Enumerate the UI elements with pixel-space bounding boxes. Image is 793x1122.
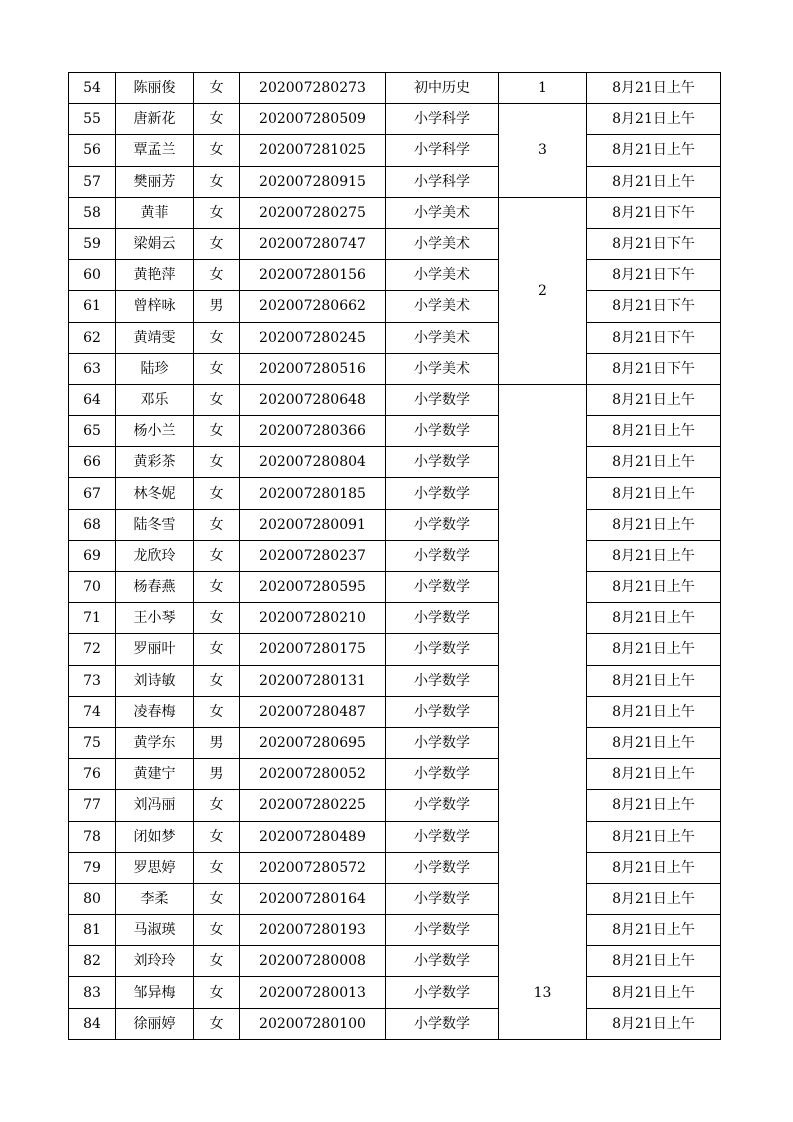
exam-time: 8月21日上午	[587, 696, 721, 727]
exam-subject: 小学美术	[386, 228, 499, 259]
exam-time: 8月21日上午	[587, 447, 721, 478]
candidate-name: 曾梓咏	[116, 291, 194, 322]
table-row	[69, 572, 721, 603]
table-row	[69, 1008, 721, 1039]
candidate-id: 202007280156	[240, 260, 386, 291]
exam-time: 8月21日上午	[587, 915, 721, 946]
row-number: 73	[69, 665, 116, 696]
table-row	[69, 977, 721, 1008]
candidate-id: 202007280052	[240, 759, 386, 790]
candidate-id: 202007280487	[240, 696, 386, 727]
candidate-id: 202007280175	[240, 634, 386, 665]
candidate-id: 202007280100	[240, 1008, 386, 1039]
group-count-cell	[499, 447, 587, 478]
exam-time: 8月21日下午	[587, 353, 721, 384]
candidate-name: 梁娟云	[116, 228, 194, 259]
candidate-name: 刘诗敏	[116, 665, 194, 696]
candidate-gender: 女	[194, 384, 240, 415]
table-row	[69, 696, 721, 727]
exam-time: 8月21日上午	[587, 665, 721, 696]
candidate-id: 202007280237	[240, 540, 386, 571]
exam-subject: 小学数学	[386, 727, 499, 758]
exam-time: 8月21日上午	[587, 166, 721, 197]
candidate-gender: 女	[194, 509, 240, 540]
exam-time: 8月21日上午	[587, 634, 721, 665]
candidate-id: 202007280662	[240, 291, 386, 322]
row-number: 84	[69, 1008, 116, 1039]
exam-subject: 小学数学	[386, 759, 499, 790]
exam-subject: 小学数学	[386, 977, 499, 1008]
candidate-id: 202007280648	[240, 384, 386, 415]
candidate-name: 黄菲	[116, 197, 194, 228]
group-count: 1	[499, 73, 587, 104]
exam-time: 8月21日上午	[587, 384, 721, 415]
table-row	[69, 291, 721, 322]
row-number: 54	[69, 73, 116, 104]
candidate-name: 龙欣玲	[116, 540, 194, 571]
group-count-cell	[499, 540, 587, 571]
group-count-cell	[499, 665, 587, 696]
candidate-gender: 男	[194, 759, 240, 790]
exam-subject: 小学数学	[386, 416, 499, 447]
candidate-gender: 女	[194, 135, 240, 166]
table-row	[69, 416, 721, 447]
row-number: 72	[69, 634, 116, 665]
exam-subject: 小学数学	[386, 603, 499, 634]
candidate-id: 202007280275	[240, 197, 386, 228]
table-row	[69, 260, 721, 291]
table-row	[69, 478, 721, 509]
candidate-id: 202007280008	[240, 946, 386, 977]
row-number: 78	[69, 821, 116, 852]
candidate-name: 黄建宁	[116, 759, 194, 790]
row-number: 57	[69, 166, 116, 197]
roster-body	[69, 73, 721, 1040]
exam-time: 8月21日上午	[587, 977, 721, 1008]
exam-time: 8月21日下午	[587, 228, 721, 259]
exam-time: 8月21日下午	[587, 322, 721, 353]
candidate-name: 覃孟兰	[116, 135, 194, 166]
exam-subject: 小学数学	[386, 540, 499, 571]
table-row	[69, 104, 721, 135]
candidate-id: 202007280185	[240, 478, 386, 509]
candidate-gender: 女	[194, 104, 240, 135]
exam-subject: 小学数学	[386, 384, 499, 415]
group-count-cell	[499, 603, 587, 634]
exam-time: 8月21日上午	[587, 509, 721, 540]
exam-time: 8月21日上午	[587, 883, 721, 914]
candidate-gender: 男	[194, 291, 240, 322]
group-count-cell	[499, 509, 587, 540]
candidate-name: 黄彩茶	[116, 447, 194, 478]
group-count-cell	[499, 572, 587, 603]
row-number: 80	[69, 883, 116, 914]
exam-subject: 小学美术	[386, 260, 499, 291]
candidate-name: 罗丽叶	[116, 634, 194, 665]
exam-time: 8月21日上午	[587, 135, 721, 166]
candidate-id: 202007280595	[240, 572, 386, 603]
group-count-cell	[499, 759, 587, 790]
candidate-gender: 女	[194, 540, 240, 571]
candidate-id: 202007280804	[240, 447, 386, 478]
candidate-name: 凌春梅	[116, 696, 194, 727]
candidate-gender: 女	[194, 821, 240, 852]
table-row	[69, 634, 721, 665]
candidate-id: 202007280131	[240, 665, 386, 696]
group-count-cell	[499, 384, 587, 415]
exam-time: 8月21日上午	[587, 603, 721, 634]
candidate-name: 唐新花	[116, 104, 194, 135]
exam-time: 8月21日上午	[587, 727, 721, 758]
candidate-name: 马淑瑛	[116, 915, 194, 946]
table-row	[69, 447, 721, 478]
table-row	[69, 915, 721, 946]
row-number: 69	[69, 540, 116, 571]
row-number: 59	[69, 228, 116, 259]
table-row	[69, 384, 721, 415]
candidate-name: 刘冯丽	[116, 790, 194, 821]
row-number: 63	[69, 353, 116, 384]
table-row	[69, 73, 721, 104]
row-number: 62	[69, 322, 116, 353]
candidate-name: 王小琴	[116, 603, 194, 634]
exam-time: 8月21日下午	[587, 260, 721, 291]
candidate-gender: 女	[194, 197, 240, 228]
exam-subject: 小学数学	[386, 915, 499, 946]
table-row	[69, 166, 721, 197]
exam-subject: 小学数学	[386, 665, 499, 696]
exam-time: 8月21日上午	[587, 821, 721, 852]
candidate-gender: 男	[194, 727, 240, 758]
group-count-cell	[499, 946, 587, 977]
candidate-gender: 女	[194, 228, 240, 259]
exam-subject: 小学数学	[386, 946, 499, 977]
table-row	[69, 821, 721, 852]
row-number: 66	[69, 447, 116, 478]
candidate-name: 邓乐	[116, 384, 194, 415]
table-row	[69, 603, 721, 634]
exam-time: 8月21日上午	[587, 540, 721, 571]
candidate-gender: 女	[194, 634, 240, 665]
candidate-gender: 女	[194, 572, 240, 603]
exam-subject: 小学美术	[386, 322, 499, 353]
candidate-gender: 女	[194, 852, 240, 883]
table-row	[69, 727, 721, 758]
candidate-gender: 女	[194, 73, 240, 104]
candidate-name: 邹异梅	[116, 977, 194, 1008]
exam-time: 8月21日下午	[587, 197, 721, 228]
group-count-cell	[499, 1008, 587, 1039]
candidate-id: 202007281025	[240, 135, 386, 166]
row-number: 61	[69, 291, 116, 322]
candidate-gender: 女	[194, 977, 240, 1008]
table-row	[69, 665, 721, 696]
exam-time: 8月21日上午	[587, 759, 721, 790]
table-row	[69, 509, 721, 540]
exam-subject: 小学数学	[386, 447, 499, 478]
table-row	[69, 197, 721, 228]
table-row	[69, 759, 721, 790]
candidate-gender: 女	[194, 478, 240, 509]
exam-subject: 小学数学	[386, 634, 499, 665]
exam-subject: 小学数学	[386, 883, 499, 914]
exam-subject: 初中历史	[386, 73, 499, 104]
roster-table	[68, 72, 721, 1040]
candidate-gender: 女	[194, 447, 240, 478]
row-number: 74	[69, 696, 116, 727]
group-count-cell	[499, 696, 587, 727]
table-row	[69, 353, 721, 384]
group-count-cell	[499, 478, 587, 509]
candidate-name: 陆珍	[116, 353, 194, 384]
exam-subject: 小学美术	[386, 353, 499, 384]
candidate-id: 202007280695	[240, 727, 386, 758]
candidate-name: 闭如梦	[116, 821, 194, 852]
exam-subject: 小学美术	[386, 197, 499, 228]
candidate-id: 202007280193	[240, 915, 386, 946]
exam-subject: 小学数学	[386, 478, 499, 509]
group-count-cell	[499, 883, 587, 914]
table-row	[69, 135, 721, 166]
row-number: 70	[69, 572, 116, 603]
group-count-cell	[499, 821, 587, 852]
exam-time: 8月21日下午	[587, 291, 721, 322]
row-number: 67	[69, 478, 116, 509]
exam-subject: 小学科学	[386, 166, 499, 197]
exam-time: 8月21日上午	[587, 946, 721, 977]
candidate-gender: 女	[194, 665, 240, 696]
candidate-gender: 女	[194, 1008, 240, 1039]
candidate-id: 202007280091	[240, 509, 386, 540]
group-count-cell	[499, 416, 587, 447]
row-number: 79	[69, 852, 116, 883]
candidate-id: 202007280210	[240, 603, 386, 634]
candidate-gender: 女	[194, 353, 240, 384]
row-number: 71	[69, 603, 116, 634]
row-number: 68	[69, 509, 116, 540]
candidate-id: 202007280273	[240, 73, 386, 104]
candidate-name: 黄靖雯	[116, 322, 194, 353]
exam-subject: 小学数学	[386, 852, 499, 883]
candidate-id: 202007280013	[240, 977, 386, 1008]
candidate-id: 202007280915	[240, 166, 386, 197]
candidate-gender: 女	[194, 883, 240, 914]
row-number: 83	[69, 977, 116, 1008]
candidate-name: 杨春燕	[116, 572, 194, 603]
candidate-name: 徐丽婷	[116, 1008, 194, 1039]
exam-subject: 小学科学	[386, 104, 499, 135]
exam-subject: 小学数学	[386, 509, 499, 540]
candidate-gender: 女	[194, 166, 240, 197]
exam-time: 8月21日上午	[587, 478, 721, 509]
exam-time: 8月21日上午	[587, 416, 721, 447]
row-number: 81	[69, 915, 116, 946]
exam-subject: 小学科学	[386, 135, 499, 166]
candidate-id: 202007280245	[240, 322, 386, 353]
exam-time: 8月21日上午	[587, 790, 721, 821]
row-number: 56	[69, 135, 116, 166]
group-count: 13	[499, 977, 587, 1008]
exam-subject: 小学数学	[386, 572, 499, 603]
row-number: 55	[69, 104, 116, 135]
table-row	[69, 540, 721, 571]
candidate-id: 202007280516	[240, 353, 386, 384]
table-row	[69, 322, 721, 353]
candidate-gender: 女	[194, 790, 240, 821]
row-number: 77	[69, 790, 116, 821]
candidate-name: 樊丽芳	[116, 166, 194, 197]
candidate-name: 黄学东	[116, 727, 194, 758]
group-count-cell	[499, 727, 587, 758]
exam-subject: 小学数学	[386, 790, 499, 821]
table-row	[69, 883, 721, 914]
group-count-cell	[499, 634, 587, 665]
candidate-name: 刘玲玲	[116, 946, 194, 977]
candidate-id: 202007280164	[240, 883, 386, 914]
exam-time: 8月21日上午	[587, 73, 721, 104]
group-count-cell	[499, 790, 587, 821]
group-count: 3	[499, 104, 587, 198]
row-number: 64	[69, 384, 116, 415]
table-row	[69, 946, 721, 977]
candidate-name: 陆冬雪	[116, 509, 194, 540]
group-count-cell	[499, 852, 587, 883]
candidate-gender: 女	[194, 603, 240, 634]
row-number: 58	[69, 197, 116, 228]
row-number: 75	[69, 727, 116, 758]
group-count: 2	[499, 197, 587, 384]
candidate-name: 杨小兰	[116, 416, 194, 447]
candidate-gender: 女	[194, 416, 240, 447]
exam-time: 8月21日上午	[587, 852, 721, 883]
candidate-id: 202007280509	[240, 104, 386, 135]
candidate-gender: 女	[194, 946, 240, 977]
row-number: 65	[69, 416, 116, 447]
table-row	[69, 228, 721, 259]
exam-subject: 小学数学	[386, 821, 499, 852]
candidate-name: 黄艳萍	[116, 260, 194, 291]
candidate-id: 202007280225	[240, 790, 386, 821]
exam-subject: 小学美术	[386, 291, 499, 322]
candidate-id: 202007280572	[240, 852, 386, 883]
group-count-cell	[499, 915, 587, 946]
candidate-gender: 女	[194, 696, 240, 727]
exam-time: 8月21日上午	[587, 1008, 721, 1039]
candidate-gender: 女	[194, 322, 240, 353]
table-row	[69, 852, 721, 883]
candidate-id: 202007280747	[240, 228, 386, 259]
candidate-id: 202007280366	[240, 416, 386, 447]
exam-time: 8月21日上午	[587, 572, 721, 603]
candidate-gender: 女	[194, 260, 240, 291]
candidate-id: 202007280489	[240, 821, 386, 852]
exam-subject: 小学数学	[386, 1008, 499, 1039]
candidate-name: 罗思婷	[116, 852, 194, 883]
candidate-name: 林冬妮	[116, 478, 194, 509]
table-row	[69, 790, 721, 821]
row-number: 76	[69, 759, 116, 790]
exam-subject: 小学数学	[386, 696, 499, 727]
row-number: 60	[69, 260, 116, 291]
candidate-name: 陈丽俊	[116, 73, 194, 104]
candidate-gender: 女	[194, 915, 240, 946]
row-number: 82	[69, 946, 116, 977]
exam-time: 8月21日上午	[587, 104, 721, 135]
candidate-name: 李柔	[116, 883, 194, 914]
